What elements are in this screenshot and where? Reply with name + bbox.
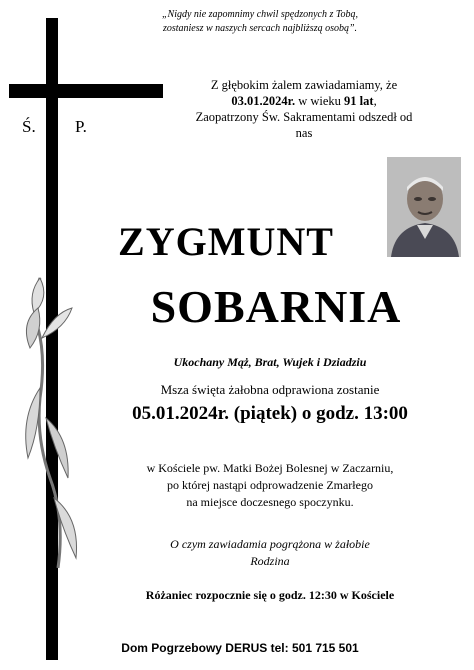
memorial-quote: [110, 8, 410, 36]
death-announcement: [190, 77, 418, 141]
quote-line-2: zostaniesz w naszych sercach najbliższą osobą”.: [162, 23, 358, 34]
age-comma: ,: [373, 94, 377, 108]
rosary-info: Różaniec rozpocznie się o godz. 12:30 w Kościele: [145, 588, 395, 602]
sp-left-letter: Ś.: [22, 117, 36, 136]
cross-horizontal-beam: [9, 84, 163, 98]
funeral-home-contact: Dom Pogrzebowy DERUS tel: 501 715 501: [121, 641, 359, 655]
mass-datetime: 05.01.2024r. (piątek) o godz. 13:00: [132, 403, 408, 424]
announcement-line-2: [190, 93, 418, 109]
church-details: [110, 460, 430, 511]
age-prefix: w wieku: [295, 94, 345, 108]
church-line-3: na miejsce doczesnego spoczynku.: [186, 495, 354, 509]
death-date: 03.01.2024r.: [231, 94, 296, 108]
deceased-last-name: SOBARNIA: [150, 281, 402, 332]
deceased-first-name: ZYGMUNT: [118, 219, 334, 264]
family-notice: [110, 536, 430, 570]
notice-line-2: Rodzina: [250, 554, 290, 568]
age-value: 91 lat: [344, 94, 374, 108]
church-line-2: po której nastąpi odprowadzenie Zmarłego: [167, 478, 373, 492]
announcement-line-3: Zaopatrzony Św. Sakramentami odszedł od nas: [195, 110, 413, 140]
family-relations: Ukochany Mąż, Brat, Wujek i Dziadziu: [173, 355, 367, 369]
portrait-icon: [387, 157, 461, 257]
lily-flower-icon: [10, 268, 90, 568]
notice-line-1: O czym zawiadamia pogrążona w żałobie: [170, 537, 370, 551]
sp-right-letter: P.: [75, 117, 87, 136]
quote-line-1: „Nigdy nie zapomnimy chwil spędzonych z Tobą,: [161, 9, 358, 20]
mass-intro: Msza święta żałobna odprawiona zostanie: [160, 382, 380, 397]
deceased-portrait-photo: [387, 157, 461, 257]
announcement-line-1: Z głębokim żalem zawiadamiamy, że: [210, 78, 398, 92]
church-line-1: w Kościele pw. Matki Bożej Bolesnej w Zaczarniu,: [146, 461, 394, 475]
